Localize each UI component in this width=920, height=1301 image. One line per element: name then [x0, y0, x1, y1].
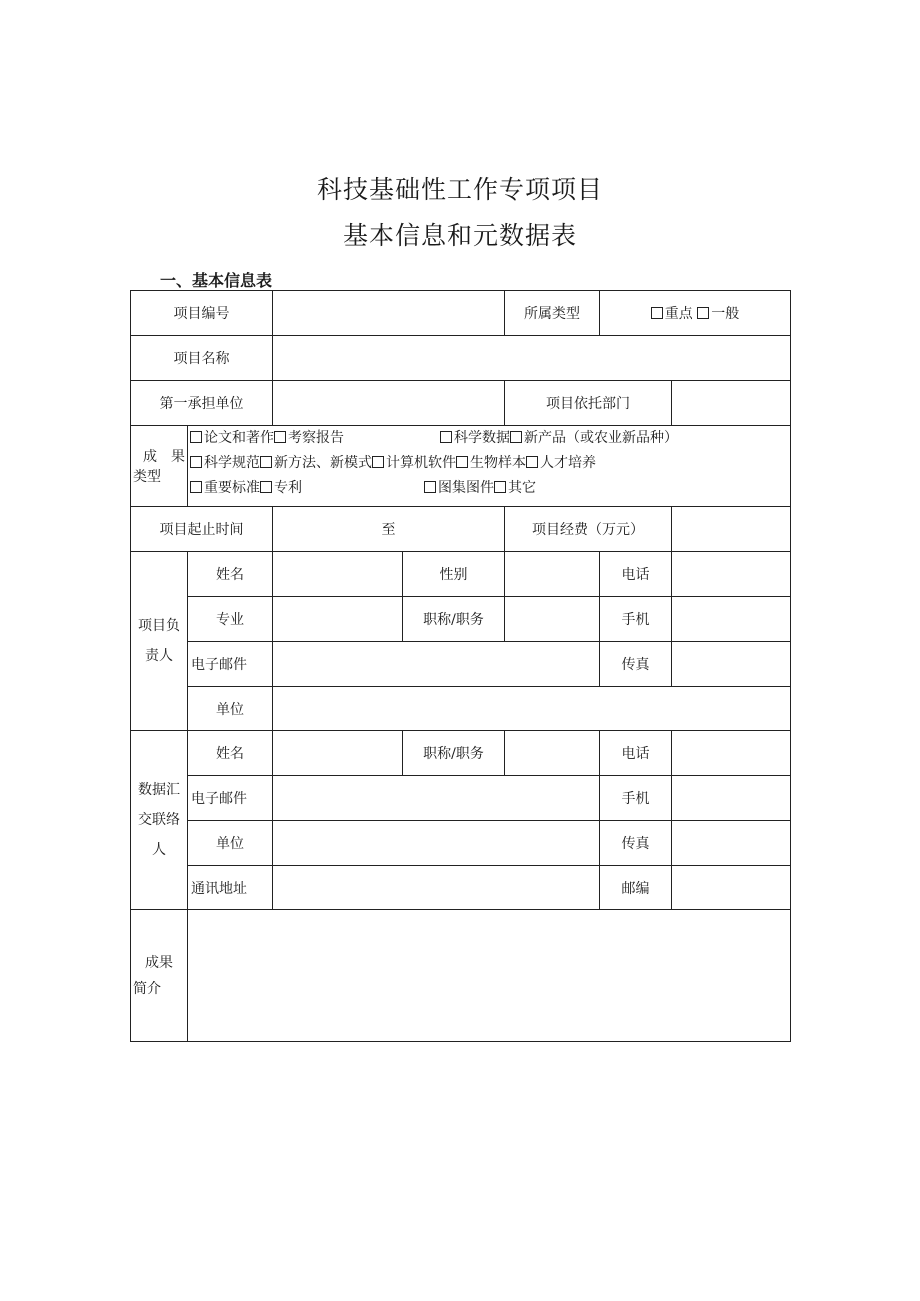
leader-mobile-input[interactable] — [672, 597, 791, 642]
summary-input[interactable] — [188, 910, 791, 1042]
funding-label: 项目经费（万元） — [505, 507, 672, 552]
period-label: 项目起止时间 — [131, 507, 273, 552]
summary-label-b: 简介 — [133, 980, 161, 997]
type-patent: 专利 — [274, 480, 302, 496]
contact-fax-input[interactable] — [672, 821, 791, 866]
dept-input[interactable] — [672, 381, 791, 426]
leader-name-input[interactable] — [273, 552, 403, 597]
checkbox-standard[interactable] — [190, 481, 202, 493]
contact-label — [131, 731, 188, 910]
contact-label-text: 数据汇交联络人 — [138, 782, 180, 858]
checkbox-key[interactable] — [651, 307, 663, 319]
checkbox-new-method[interactable] — [260, 456, 272, 468]
checkbox-software[interactable] — [372, 456, 384, 468]
leader-major-input[interactable] — [273, 597, 403, 642]
project-name-label: 项目名称 — [131, 336, 273, 381]
leader-title-label: 职称/职务 — [403, 597, 505, 642]
leader-unit-label: 单位 — [188, 687, 273, 731]
type-software: 计算机软件 — [386, 455, 456, 471]
type-bio-sample: 生物样本 — [470, 455, 526, 471]
contact-unit-input[interactable] — [273, 821, 600, 866]
checkbox-report[interactable] — [274, 431, 286, 443]
checkbox-new-product[interactable] — [510, 431, 522, 443]
type-new-product: 新产品（或农业新品种） — [524, 430, 678, 446]
contact-postcode-input[interactable] — [672, 866, 791, 910]
checkbox-other[interactable] — [494, 481, 506, 493]
first-unit-input[interactable] — [273, 381, 505, 426]
type-report: 考察报告 — [288, 430, 344, 446]
contact-mobile-label: 手机 — [600, 776, 672, 821]
contact-email-input[interactable] — [273, 776, 600, 821]
result-type-label-b: 类型 — [133, 469, 161, 485]
type-norms: 科学规范 — [204, 455, 260, 471]
contact-phone-input[interactable] — [672, 731, 791, 776]
contact-address-input[interactable] — [273, 866, 600, 910]
checkbox-norms[interactable] — [190, 456, 202, 468]
period-input[interactable]: 至 — [273, 507, 505, 552]
contact-title-input[interactable] — [505, 731, 600, 776]
type-new-method: 新方法、新模式 — [274, 455, 372, 471]
contact-unit-label: 单位 — [188, 821, 273, 866]
checkbox-talent[interactable] — [526, 456, 538, 468]
contact-title-label: 职称/职务 — [403, 731, 505, 776]
result-type-label-a: 成 果 — [143, 449, 185, 465]
contact-phone-label: 电话 — [600, 731, 672, 776]
leader-phone-label: 电话 — [600, 552, 672, 597]
leader-fax-label: 传真 — [600, 642, 672, 687]
project-name-input[interactable] — [273, 336, 791, 381]
type-standard: 重要标准 — [204, 480, 260, 496]
checkbox-atlas[interactable] — [424, 481, 436, 493]
type-other: 其它 — [508, 480, 536, 496]
dept-label: 项目依托部门 — [505, 381, 672, 426]
option-general-label: 一般 — [711, 306, 740, 322]
contact-address-label: 通讯地址 — [188, 866, 273, 910]
leader-email-label: 电子邮件 — [188, 642, 273, 687]
leader-fax-input[interactable] — [672, 642, 791, 687]
leader-major-label: 专业 — [188, 597, 273, 642]
section-heading: 一、基本信息表 — [160, 271, 273, 290]
basic-info-table — [130, 290, 791, 1042]
leader-email-input[interactable] — [273, 642, 600, 687]
first-unit-label: 第一承担单位 — [131, 381, 273, 426]
checkbox-general[interactable] — [697, 307, 709, 319]
type-talent: 人才培养 — [540, 455, 596, 471]
leader-gender-input[interactable] — [505, 552, 600, 597]
project-no-label: 项目编号 — [131, 291, 273, 336]
contact-fax-label: 传真 — [600, 821, 672, 866]
option-key-label: 重点 — [664, 306, 693, 322]
type-papers: 论文和著作 — [204, 430, 274, 446]
type-sci-data: 科学数据 — [454, 430, 510, 446]
result-type-label — [131, 426, 188, 507]
project-no-input[interactable] — [273, 291, 505, 336]
contact-email-label: 电子邮件 — [188, 776, 273, 821]
contact-postcode-label: 邮编 — [600, 866, 672, 910]
leader-label-text: 项目负责人 — [138, 618, 180, 664]
summary-label-a: 成果 — [145, 954, 173, 971]
checkbox-papers[interactable] — [190, 431, 202, 443]
checkbox-bio-sample[interactable] — [456, 456, 468, 468]
contact-name-label: 姓名 — [188, 731, 273, 776]
category-options — [600, 291, 791, 336]
leader-phone-input[interactable] — [672, 552, 791, 597]
leader-title-input[interactable] — [505, 597, 600, 642]
funding-input[interactable] — [672, 507, 791, 552]
contact-mobile-input[interactable] — [672, 776, 791, 821]
document-title-line1: 科技基础性工作专项项目 — [316, 175, 603, 204]
leader-name-label: 姓名 — [188, 552, 273, 597]
contact-name-input[interactable] — [273, 731, 403, 776]
leader-unit-input[interactable] — [273, 687, 791, 731]
result-type-options — [188, 426, 791, 507]
document-title-line2: 基本信息和元数据表 — [342, 221, 577, 250]
type-atlas: 图集图件 — [438, 480, 494, 496]
checkbox-sci-data[interactable] — [440, 431, 452, 443]
summary-label — [131, 910, 188, 1042]
leader-gender-label: 性别 — [403, 552, 505, 597]
category-label: 所属类型 — [505, 291, 600, 336]
leader-label — [131, 552, 188, 731]
leader-mobile-label: 手机 — [600, 597, 672, 642]
checkbox-patent[interactable] — [260, 481, 272, 493]
